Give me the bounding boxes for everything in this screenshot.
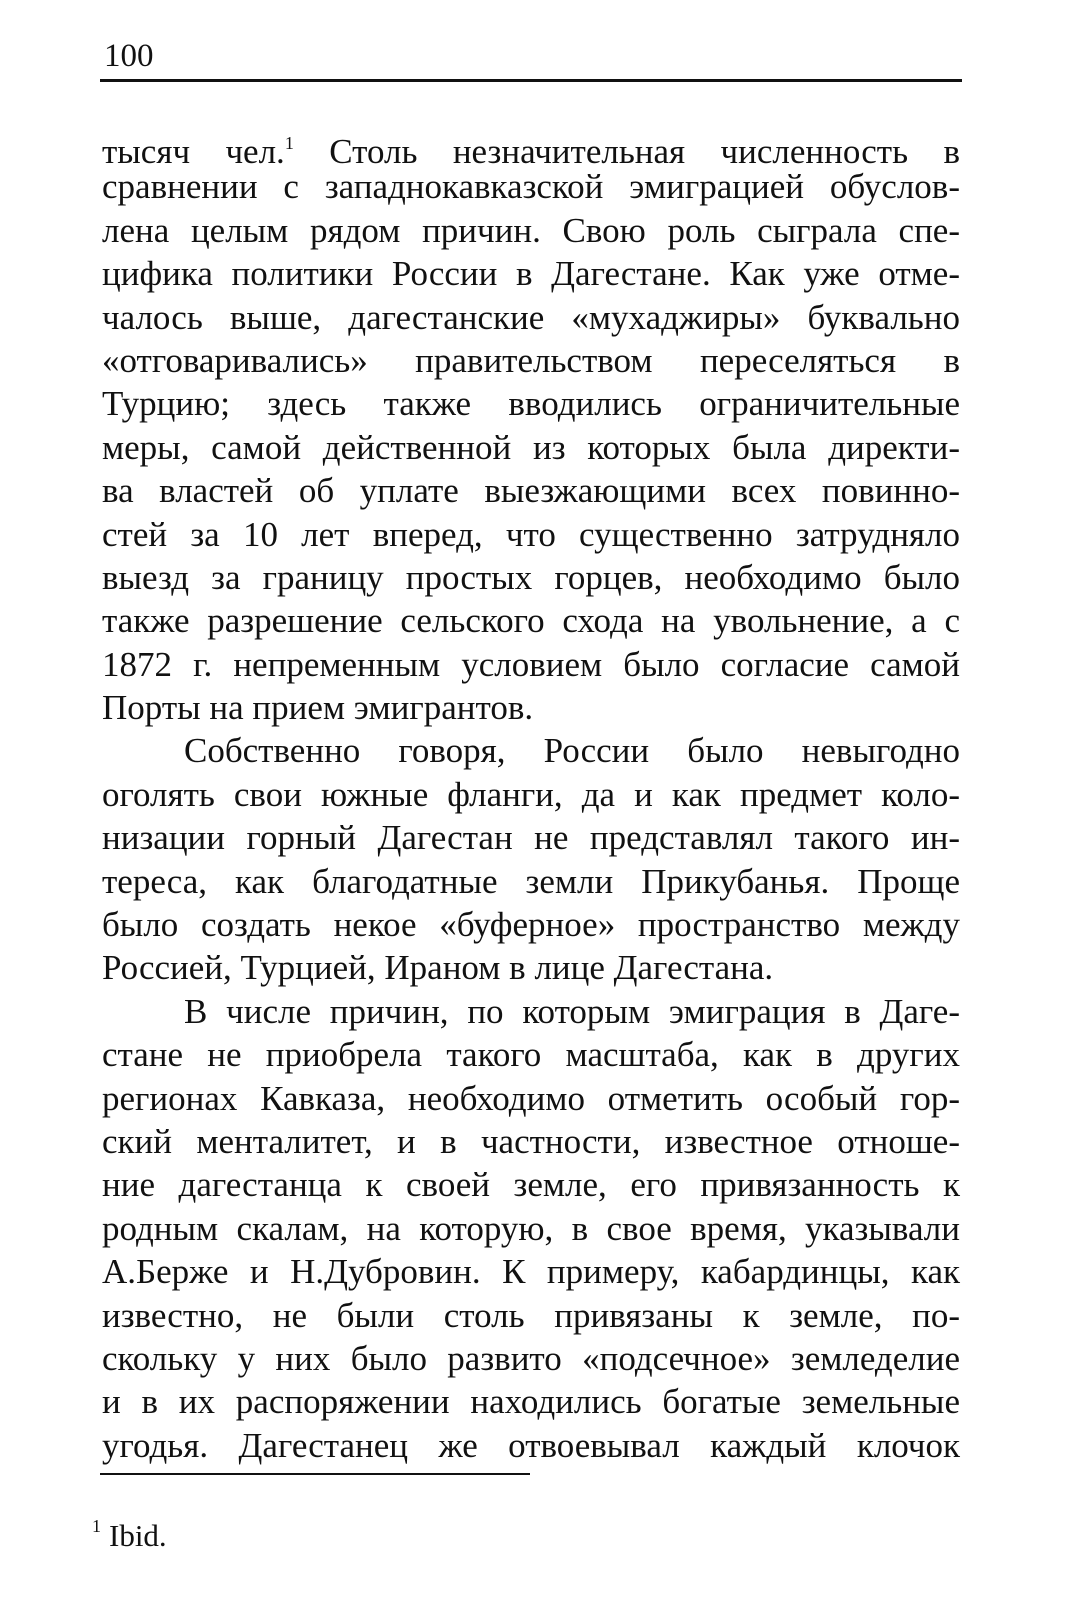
footnote-text: Ibid. — [109, 1518, 167, 1553]
paragraph-3-line: ский менталитет, и в частности, известное отноше- — [102, 1121, 960, 1161]
paragraph-1-line: стей за 10 лет вперед, что существенно затрудняло — [102, 514, 960, 554]
paragraph-1-line: «отговаривались» правительством переселяться в — [102, 340, 960, 380]
paragraph-1-line: 1872 г. непременным условием было согласие самой — [102, 644, 960, 684]
paragraph-1-line: чалось выше, дагестанские «мухаджиры» буквально — [102, 297, 960, 337]
paragraph-2-line: было создать некое «буферное» пространство между — [102, 905, 960, 945]
paragraph-3-line: стане не приобрела такого масштаба, как в других — [102, 1035, 960, 1075]
paragraph-1-line: Порты на прием эмигрантов. — [102, 688, 534, 728]
paragraph-2-line: тереса, как благодатные земли Прикубанья. Проще — [102, 861, 960, 901]
paragraph-1-line: цифика политики России в Дагестане. Как уже отме- — [102, 254, 960, 294]
paragraph-3-line: А.Берже и Н.Дубровин. К примеру, кабардинцы, как — [102, 1252, 960, 1292]
paragraph-1-line: сравнении с западнокавказской эмиграцией обуслов- — [102, 167, 960, 207]
footnote-rule — [100, 1473, 530, 1475]
paragraph-1-line: лена целым рядом причин. Свою роль сыграла спе- — [102, 210, 960, 250]
footnote — [92, 1506, 167, 1556]
paragraph-2-line: низации горный Дагестан не представлял такого ин- — [102, 818, 960, 858]
footnote-reference: 1 — [284, 133, 294, 153]
footnote-mark: 1 — [92, 1516, 101, 1536]
paragraph-2-line: Россией, Турцией, Ираном в лице Дагестана. — [102, 948, 774, 988]
paragraph-3-line: регионах Кавказа, необходимо отметить особый гор- — [102, 1078, 960, 1118]
paragraph-3-line: ние дагестанца к своей земле, его привязанность к — [102, 1165, 960, 1205]
paragraph-2-line: оголять свои южные фланги, да и как предмет коло- — [102, 774, 960, 814]
paragraph-1-line-1 — [102, 122, 960, 171]
page-number: 100 — [104, 38, 154, 74]
body-text — [102, 122, 960, 1467]
paragraph-1-line: меры, самой действенной из которых была директи- — [102, 427, 960, 467]
line-text: Столь незначительная численность в — [293, 132, 960, 171]
line-text: тысяч чел. — [102, 132, 285, 171]
paragraph-1-line: также разрешение сельского схода на увольнение, а с — [102, 601, 960, 641]
paragraph-3-line: скольку у них было развито «подсечное» земледелие — [102, 1338, 960, 1378]
paragraph-3-line: В числе причин, по которым эмиграция в Даге- — [184, 991, 960, 1031]
paragraph-1-line: ва властей об уплате выезжающими всех повинно- — [102, 471, 960, 511]
paragraph-3-line: и в их распоряжении находились богатые земельные — [102, 1382, 960, 1422]
paragraph-1-line: выезд за границу простых горцев, необходимо было — [102, 557, 960, 597]
paragraph-1-line: Турцию; здесь также вводились ограничительные — [102, 384, 960, 424]
paragraph-3-line: угодья. Дагестанец же отвоевывал каждый клочок — [102, 1425, 960, 1465]
paragraph-3-line: известно, не были столь привязаны к земле, по- — [102, 1295, 960, 1335]
paragraph-3-line: родным скалам, на которую, в свое время, указывали — [102, 1208, 960, 1248]
paragraph-2-line: Собственно говоря, России было невыгодно — [184, 731, 960, 771]
header-rule — [100, 79, 962, 82]
